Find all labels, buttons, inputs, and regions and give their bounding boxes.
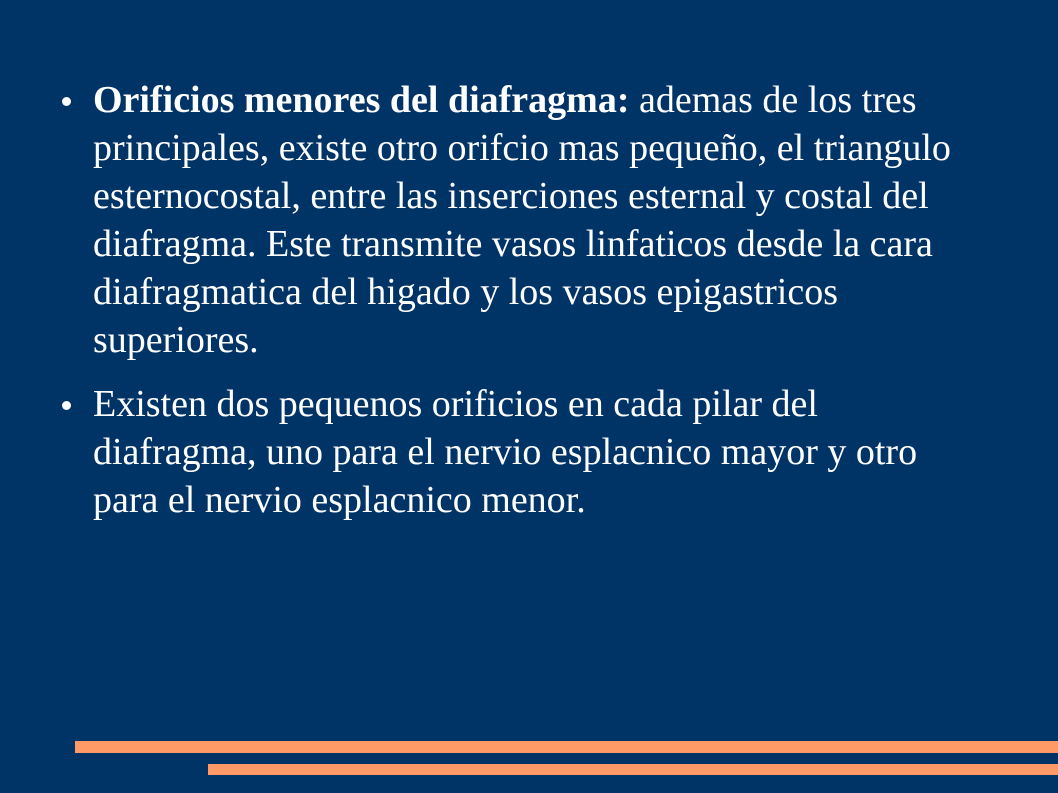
decorative-bar-bottom xyxy=(208,764,1058,775)
bullet-text: Existen dos pequenos orificios en cada pilar del diafragma, uno para el nervio esplacnico mayor y otro para el nervio esplacnico menor. xyxy=(93,383,918,521)
bullet-item-pilares xyxy=(55,380,985,524)
bullet-bold-term: Orificios menores del diafragma: xyxy=(93,79,630,121)
bullet-list xyxy=(55,76,985,540)
bullet-item-orificios-menores xyxy=(55,76,985,364)
bullet-dot-icon xyxy=(62,97,71,106)
bullet-dot-icon xyxy=(62,401,71,410)
decorative-bar-top xyxy=(75,741,1058,753)
bullet-text: ademas de los tres principales, existe otro orifcio mas pequeño, el triangulo esternocostal, entre las inserciones esternal y costal del diafragma. Este transmite vasos linfaticos desde la cara diafragmatica del higado y los vasos epigastricos superiores. xyxy=(93,79,951,361)
